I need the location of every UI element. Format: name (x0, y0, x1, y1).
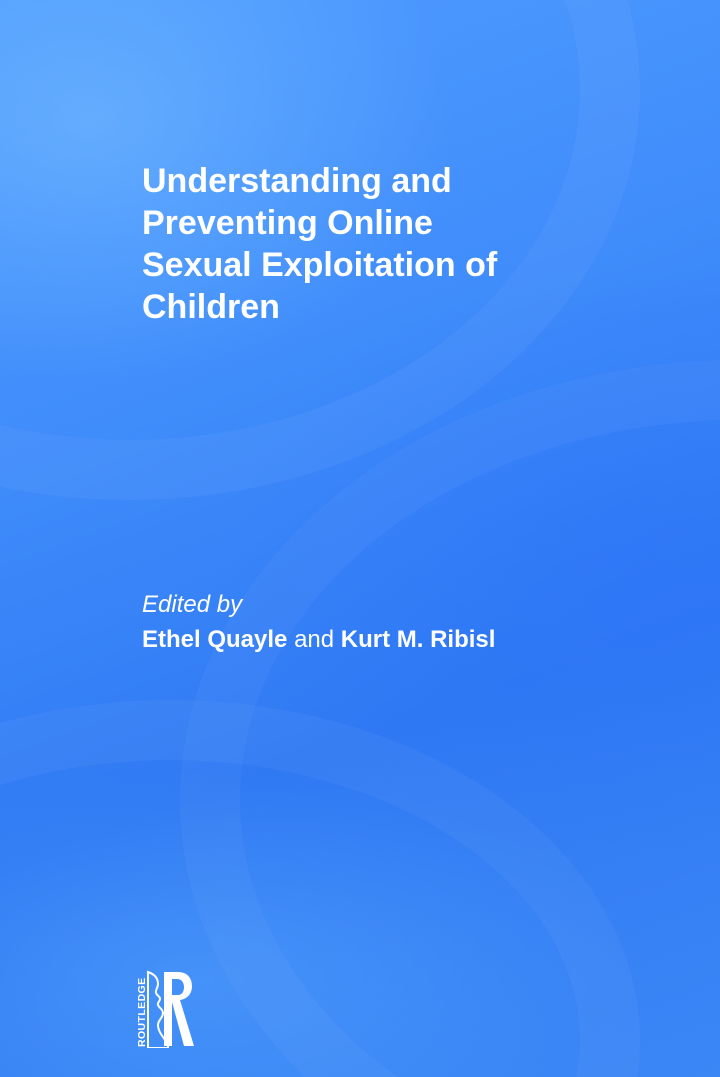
editor-name: Kurt M. Ribisl (340, 626, 496, 653)
edited-by-label: Edited by (142, 591, 243, 618)
book-title (142, 160, 662, 328)
background-sweep (180, 360, 720, 1077)
title-line: Understanding and (142, 162, 452, 200)
publisher-name: ROUTLEDGE (136, 977, 148, 1047)
editor-conjunction: and (294, 626, 335, 653)
title-line: Sexual Exploitation of (142, 246, 498, 284)
editors-line (142, 625, 495, 655)
background-sweep (0, 700, 640, 1077)
title-line: Preventing Online (142, 204, 433, 242)
editor-name: Ethel Quayle (142, 626, 288, 653)
title-line: Children (142, 288, 280, 326)
